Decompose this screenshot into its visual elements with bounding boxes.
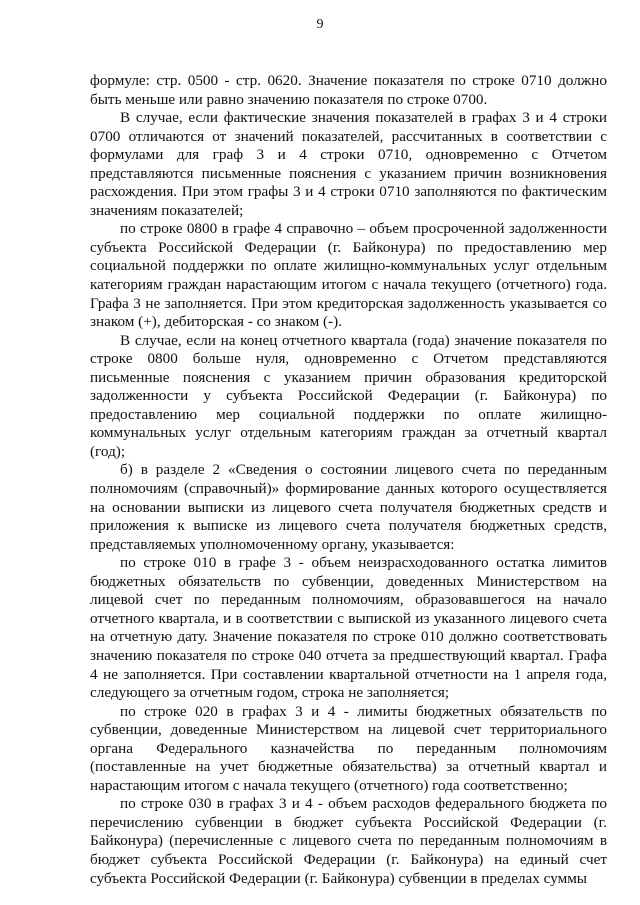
paragraph-6: по строке 010 в графе 3 - объем неизрасходованного остатка лимитов бюджетных обязательств по субвенции, доведенных Министерством на лицевой счет по переданным полномочиям, образовавшегося на начало отчетного квартала, и в соответствии с выпиской из указанного лицевого счета на отчетную дату. Значение показателя по строке 010 должно соответствовать значению показателя по строке 040 отчета за предшествующий квартал. Графа 4 не заполняется. При составлении квартальной отчетности на 1 апреля года, следующего за отчетным годом, строка не заполняется;: [90, 554, 607, 702]
paragraph-5: б) в разделе 2 «Сведения о состоянии лицевого счета по переданным полномочиям (справочный)» формирование данных которого осуществляется на основании выписки из лицевого счета получателя бюджетных средств и приложения к выписке из лицевого счета получателя бюджетных средств, представляемых уполномоченному органу, указывается:: [90, 461, 607, 553]
paragraph-2: В случае, если фактические значения показателей в графах 3 и 4 строки 0700 отличаются от значений показателей, рассчитанных в соответствии с формулами для граф 3 и 4 строки 0710, одновременно с Отчетом представляются письменные пояснения с указанием причин возникновения расхождения. При этом графы 3 и 4 строки 0710 заполняются по фактическим значениям показателей;: [90, 109, 607, 219]
paragraph-4: В случае, если на конец отчетного квартала (года) значение показателя по строке 0800 больше нуля, одновременно с Отчетом представляются письменные пояснения с указанием причин образования кредиторской задолженности у субъекта Российской Федерации (г. Байконура) по предоставлению мер социальной поддержки по оплате жилищно-коммунальных услуг отдельным категориям граждан за отчетный квартал (год);: [90, 331, 607, 460]
paragraph-8: по строке 030 в графах 3 и 4 - объем расходов федерального бюджета по перечислению субвенции в бюджет субъекта Российской Федерации (г. Байконура) (перечисленные с лицевого счета по переданным полномочиям в бюджет субъекта Российской Федерации (г. Байконура) на единый счет субъекта Российской Федерации (г. Байконура) субвенции в пределах суммы: [90, 795, 607, 887]
paragraph-1: формуле: стр. 0500 - стр. 0620. Значение показателя по строке 0710 должно быть меньше или равно значению показателя по строке 0700.: [90, 72, 607, 108]
paragraph-7: по строке 020 в графах 3 и 4 - лимиты бюджетных обязательств по субвенции, доведенные Министерством на лицевой счет территориального органа Федерального казначейства по переданным полномочиям (поставленные на учет бюджетные обязательства) за отчетный квартал и нарастающим итогом с начала текущего (отчетного) года соответственно;: [90, 702, 607, 794]
page-number: 9: [316, 17, 324, 32]
document-body: [90, 72, 607, 888]
paragraph-3: по строке 0800 в графе 4 справочно – объем просроченной задолженности субъекта Российской Федерации (г. Байконура) по предоставлению мер социальной поддержки по оплате жилищно-коммунальных услуг отдельным категориям граждан нарастающим итогом с начала текущего (отчетного) года. Графа 3 не заполняется. При этом кредиторская задолженность указывается со знаком (+), дебиторская - со знаком (-).: [90, 220, 607, 331]
